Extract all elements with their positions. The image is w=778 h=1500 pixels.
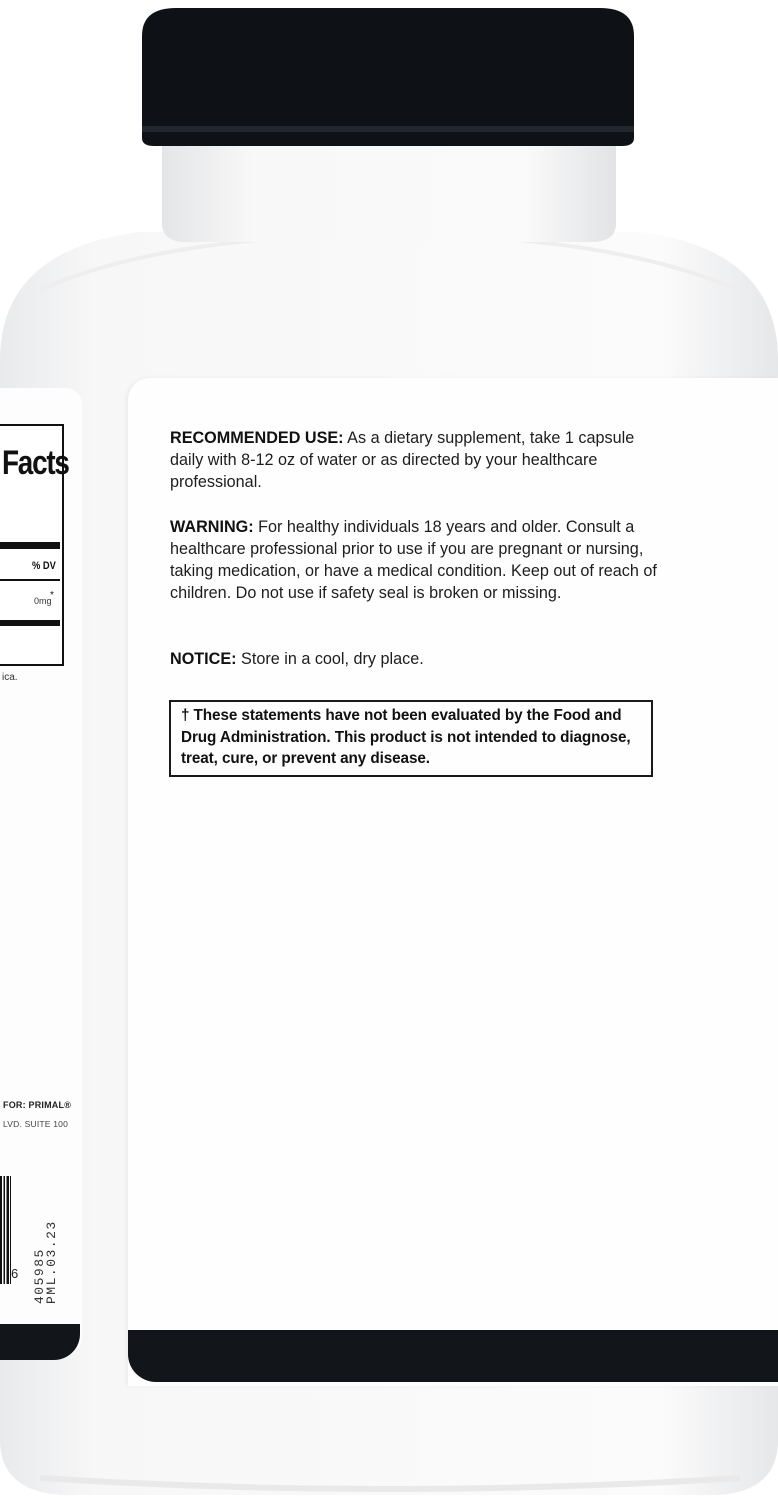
warning-text: For healthy individuals 18 years and older. Consult a healthcare professional prior to use if you are pregnant or nursing, taking medication, or have a medical condition. Keep out of reach of children. Do not use if safety seal is broken or missing.	[170, 518, 657, 602]
recommended-use-text: As a dietary supplement, take 1 capsule daily with 8-12 oz of water or as directed by your healthcare professional.	[170, 429, 635, 491]
side-label-bottom-band	[0, 1324, 80, 1360]
facts-thin-rule	[0, 579, 60, 581]
notice-text: Store in a cool, dry place.	[236, 650, 424, 668]
manufacturer-line: FOR: PRIMAL®	[3, 1100, 72, 1110]
facts-amount: 0mg	[34, 596, 52, 606]
warning-heading: WARNING:	[170, 518, 254, 536]
barcode-digit: 6	[11, 1266, 19, 1281]
fda-disclaimer-box: † These statements have not been evaluated by the Food and Drug Administration. This product is not intended to diagnose, treat, cure, or prevent any disease.	[169, 700, 653, 777]
manufacturer-address: LVD. SUITE 100	[3, 1119, 69, 1129]
lot-code-line2: PML.03.23	[44, 1220, 59, 1304]
warning-paragraph	[170, 516, 660, 604]
facts-title: Facts	[2, 444, 69, 482]
lot-code-line1: 405985	[32, 1248, 47, 1304]
facts-dv-marker: *	[50, 590, 54, 601]
supplement-facts-panel	[0, 424, 69, 666]
lot-code	[34, 1184, 58, 1304]
facts-footnote: ica.	[2, 672, 18, 683]
facts-thick-rule-2	[0, 620, 60, 626]
label-bottom-band	[128, 1330, 778, 1382]
recommended-use-heading: RECOMMENDED USE:	[170, 429, 344, 447]
facts-dv-header: % DV	[32, 560, 56, 572]
facts-thick-rule	[0, 542, 60, 549]
recommended-use-paragraph	[170, 427, 660, 493]
notice-heading: NOTICE:	[170, 650, 237, 668]
notice-paragraph	[170, 648, 660, 670]
